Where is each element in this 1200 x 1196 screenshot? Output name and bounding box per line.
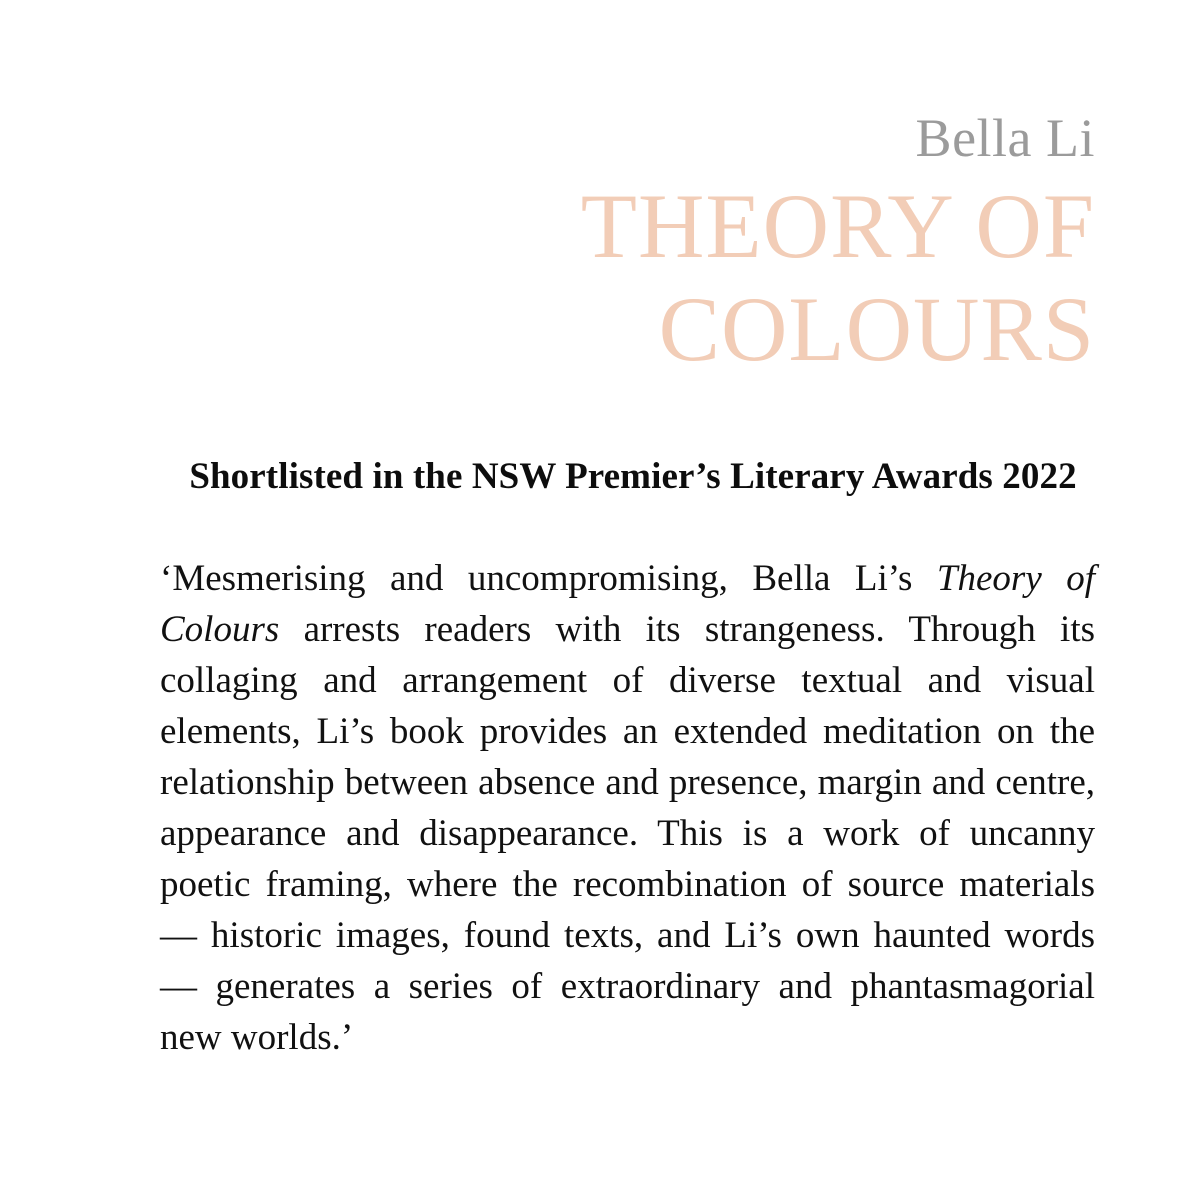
review-quote xyxy=(160,553,1095,1063)
masthead xyxy=(160,110,1095,381)
award-shortlist-text: Shortlisted in the NSW Premier’s Literary Awards 2022 xyxy=(189,456,1077,497)
author-name: Bella Li xyxy=(915,108,1095,168)
review-quote-part-2: arrests readers with its strangeness. Through its collaging and arrangement of diverse textual and visual elements, Li’s book provides an extended meditation on the relationship between absence and presence, margin and centre, appearance and disappearance. This is a work of uncanny poetic framing, where the recombination of source materials — historic images, found texts, and Li’s own haunted words — generates a series of extraordinary and phantasmagorial new worlds.’ xyxy=(160,609,1095,1058)
book-title-line-1: THEORY OF xyxy=(580,174,1095,277)
book-title xyxy=(160,175,1095,381)
book-title-line-2: COLOURS xyxy=(658,277,1095,380)
review-quote-part-1: ‘Mesmerising and uncompromising, Bella Li’s xyxy=(160,558,937,599)
review-quote-italic-title: Theory of Colours xyxy=(160,558,1095,650)
